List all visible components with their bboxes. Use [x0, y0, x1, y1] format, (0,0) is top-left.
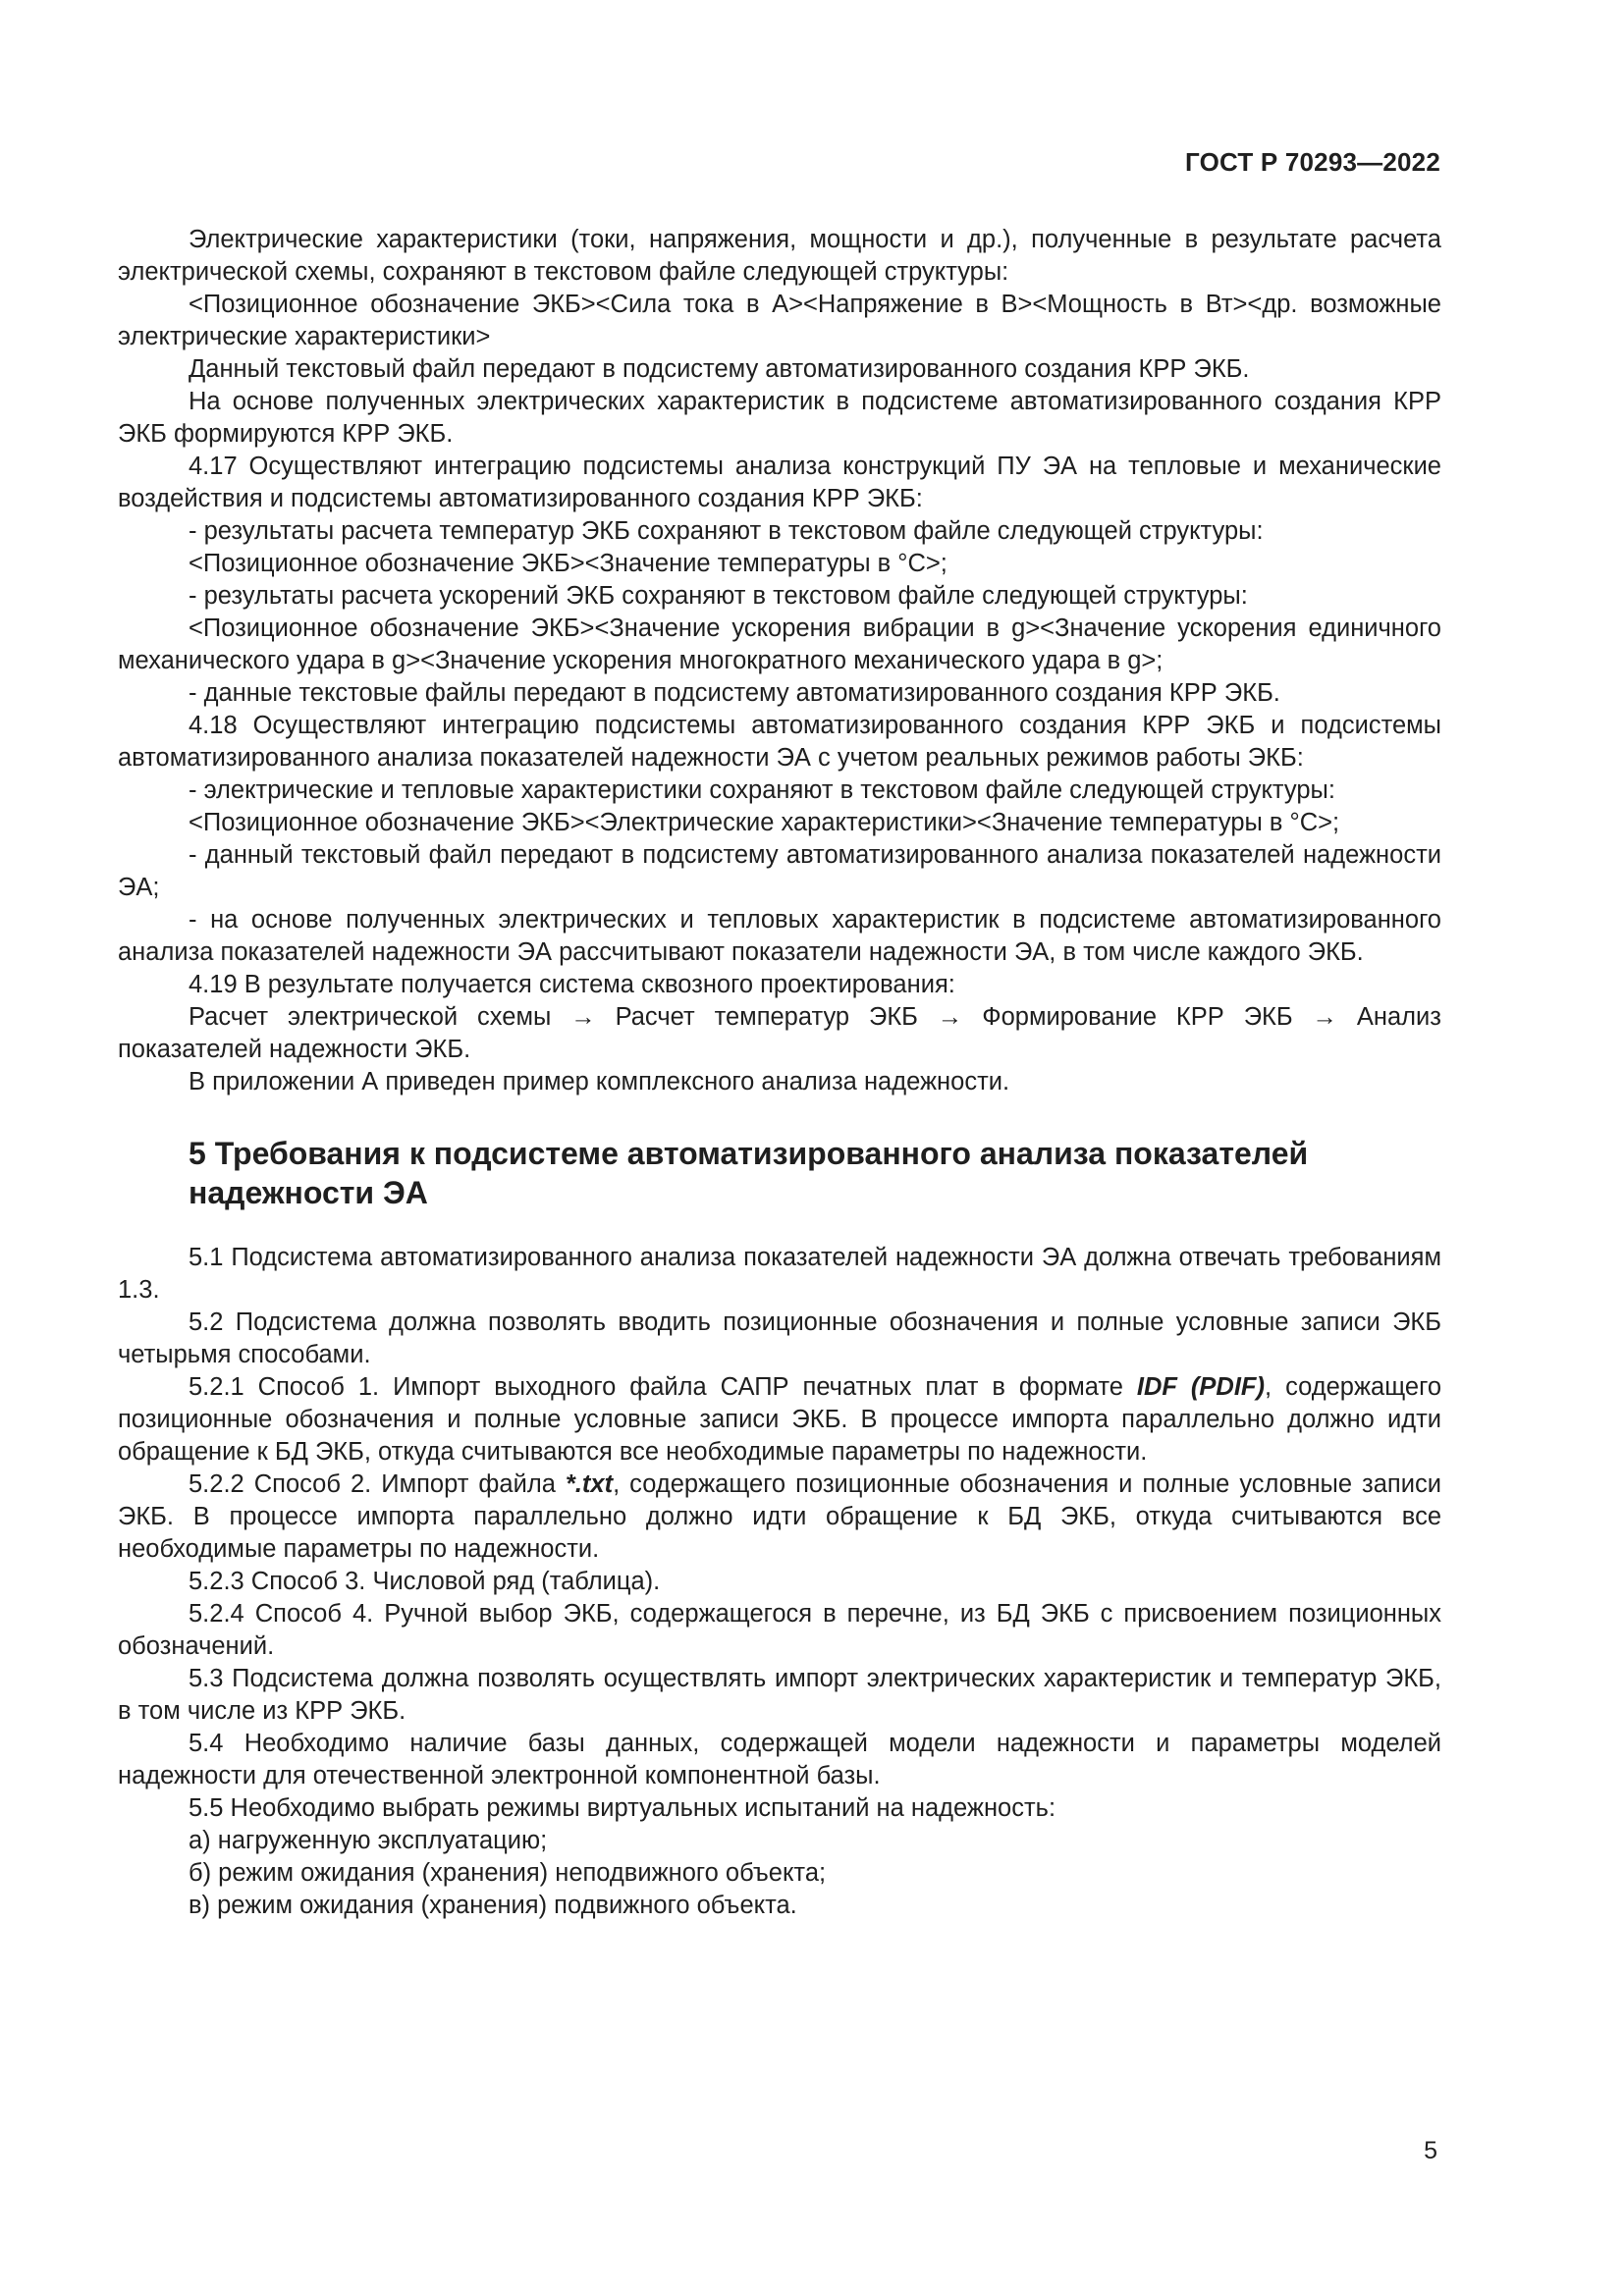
- paragraph: <Позиционное обозначение ЭКБ><Электрические характеристики><Значение температуры в °С>;: [189, 809, 1340, 836]
- list-item: б) режим ожидания (хранения) неподвижного объекта;: [189, 1859, 827, 1887]
- text-run: , содержащего позиционные обозначения и полные условные записи ЭКБ. В процессе импорта параллельно должно идти обращение к БД ЭКБ, откуда считываются все необходимые параметры по надежности.: [118, 1470, 1441, 1563]
- paragraph: - результаты расчета температур ЭКБ сохраняют в текстовом файле следующей структуры:: [189, 517, 1264, 545]
- paragraph: 5.5 Необходимо выбрать режимы виртуальных испытаний на надежность:: [189, 1794, 1056, 1822]
- paragraph: - результаты расчета ускорений ЭКБ сохраняют в текстовом файле следующей структуры:: [189, 582, 1248, 610]
- paragraph: 5.2.4 Способ 4. Ручной выбор ЭКБ, содержащегося в перечне, из БД ЭКБ с присвоением позиционных обозначений.: [118, 1600, 1441, 1660]
- paragraph: Электрические характеристики (токи, напряжения, мощности и др.), полученные в результате расчета электрической схемы, сохраняют в текстовом файле следующей структуры:: [118, 226, 1441, 286]
- paragraph: На основе полученных электрических характеристик в подсистеме автоматизированного создания КРР ЭКБ формируются КРР ЭКБ.: [118, 388, 1441, 448]
- file-format-emphasis: *.txt: [565, 1470, 614, 1498]
- section-heading: 5 Требования к подсистеме автоматизированного анализа показателей надежности ЭА: [189, 1136, 1309, 1210]
- text-run: , содержащего позиционные обозначения и полные условные записи ЭКБ. В процессе импорта параллельно должно идти обращение к БД ЭКБ, откуда считываются все необходимые параметры по надежности.: [118, 1373, 1442, 1466]
- list-item: в) режим ожидания (хранения) подвижного объекта.: [189, 1892, 797, 1919]
- paragraph: 5.1 Подсистема автоматизированного анализа показателей надежности ЭА должна отвечать требованиям 1.3.: [118, 1244, 1441, 1304]
- page-number: 5: [1424, 2137, 1437, 2164]
- paragraph: - электрические и тепловые характеристики сохраняют в текстовом файле следующей структуры:: [189, 776, 1335, 804]
- paragraph: 4.19 В результате получается система сквозного проектирования:: [189, 971, 955, 998]
- paragraph: - на основе полученных электрических и тепловых характеристик в подсистеме автоматизированного анализа показателей надежности ЭА рассчитывают показатели надежности ЭА, в том числе каждого ЭКБ.: [118, 906, 1441, 966]
- paragraph-method-1: [118, 1371, 1441, 1468]
- paragraph: 5.2 Подсистема должна позволять вводить позиционные обозначения и полные условные записи ЭКБ четырьмя способами.: [118, 1308, 1441, 1368]
- list-item: а) нагруженную эксплуатацию;: [189, 1827, 548, 1854]
- paragraph: <Позиционное обозначение ЭКБ><Сила тока в А><Напряжение в В><Мощность в Вт><др. возможные электрические характеристики>: [118, 291, 1441, 350]
- paragraph: - данный текстовый файл передают в подсистему автоматизированного анализа показателей надежности ЭА;: [118, 841, 1441, 901]
- paragraph: 5.4 Необходимо наличие базы данных, содержащей модели надежности и параметры моделей надежности для отечественной электронной компонентной базы.: [118, 1730, 1441, 1789]
- document-header: ГОСТ Р 70293—2022: [1185, 147, 1440, 177]
- paragraph: Расчет электрической схемы → Расчет температур ЭКБ → Формирование КРР ЭКБ → Анализ показателей надежности ЭКБ.: [118, 1003, 1441, 1063]
- text-run: 5.2.2 Способ 2. Импорт файла: [189, 1470, 566, 1498]
- file-format-emphasis: IDF (PDIF): [1136, 1373, 1266, 1401]
- paragraph: 4.18 Осуществляют интеграцию подсистемы автоматизированного создания КРР ЭКБ и подсистемы автоматизированного анализа показателей надежности ЭА с учетом реальных режимов работы ЭКБ:: [118, 712, 1441, 772]
- page-body: [118, 224, 1441, 1922]
- paragraph-method-2: [118, 1468, 1441, 1566]
- paragraph: В приложении А приведен пример комплексного анализа надежности.: [189, 1068, 1010, 1095]
- paragraph: <Позиционное обозначение ЭКБ><Значение ускорения вибрации в g><Значение ускорения единичного механического удара в g><Значение ускорения многократного механического удара в g>;: [118, 614, 1441, 674]
- paragraph: <Позиционное обозначение ЭКБ><Значение температуры в °С>;: [189, 550, 947, 577]
- paragraph: 5.3 Подсистема должна позволять осуществлять импорт электрических характеристик и температур ЭКБ, в том числе из КРР ЭКБ.: [118, 1665, 1441, 1725]
- paragraph: Данный текстовый файл передают в подсистему автоматизированного создания КРР ЭКБ.: [189, 355, 1250, 383]
- paragraph: - данные текстовые файлы передают в подсистему автоматизированного создания КРР ЭКБ.: [189, 679, 1280, 707]
- paragraph: 4.17 Осуществляют интеграцию подсистемы анализа конструкций ПУ ЭА на тепловые и механические воздействия и подсистемы автоматизированного создания КРР ЭКБ:: [118, 453, 1441, 512]
- paragraph: 5.2.3 Способ 3. Числовой ряд (таблица).: [189, 1568, 661, 1595]
- text-run: 5.2.1 Способ 1. Импорт выходного файла САПР печатных плат в формате: [189, 1373, 1137, 1401]
